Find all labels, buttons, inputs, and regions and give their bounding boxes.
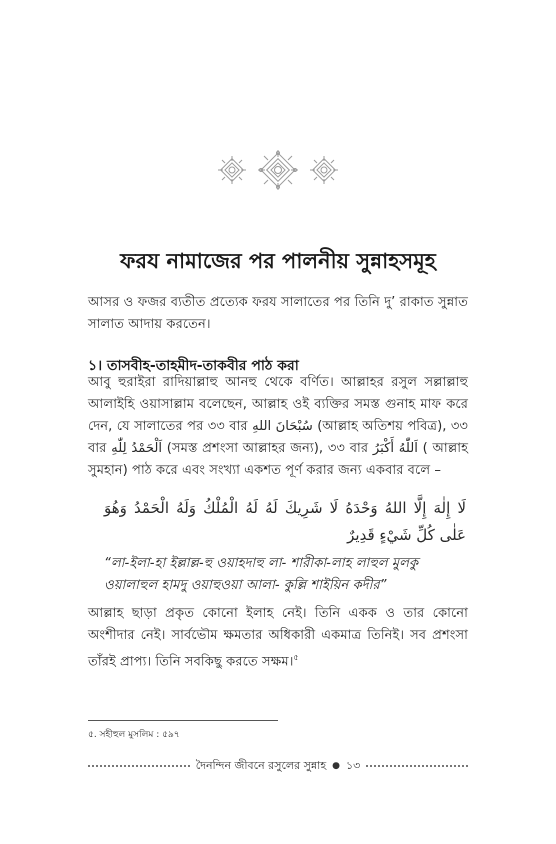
section-heading: ১। তাসবীহ-তাহমীদ-তাকবীর পাঠ করা bbox=[88, 358, 299, 374]
closing-text: আল্লাহ ছাড়া প্রকৃত কোনো ইলাহ নেই। তিনি একক ও তার কোনো অংশীদার নেই। সার্বভৌম ক্ষমতার অধিকারী একমাত্র তিনিই। সব প্রশংসা তাঁরই প্রাপ্য। তিনি সবকিছু করতে সক্ষম। bbox=[88, 606, 468, 670]
page-title: ফরয নামাজের পর পালনীয় সুন্নাহসমূহ bbox=[120, 249, 436, 273]
running-footer bbox=[88, 758, 468, 774]
arabic-dua: لَا إِلٰهَ إِلَّا اللهُ وَحْدَهُ لَا شَرِيكَ لَهُ لَهُ الْمُلْكُ وَلَهُ الْحَمْدُ وَهُوَ عَلٰى كُلِّ شَيْءٍ قَدِيرٌ bbox=[104, 499, 466, 544]
transliteration: “লা-ইলা-হা ইল্লাল্ল-হু ওয়াহদাহু লা- শারীকা-লাহ লাহুল মুলকু ওয়ালাহুল হামদু ওয়াহুওয়া আলা- কুল্লি শাইয়িন কদীর” bbox=[104, 556, 419, 593]
floral-ornament-icon bbox=[309, 155, 339, 185]
bullet-icon: ● bbox=[332, 761, 340, 771]
ornament-group bbox=[0, 145, 556, 195]
floral-ornament-icon bbox=[257, 149, 299, 191]
footnote-marker: ৫ bbox=[293, 653, 299, 662]
page-number: ১৩ bbox=[346, 758, 361, 772]
hadith-paragraph: আবু হুরাইরা রাদিয়াল্লাহু আনহু থেকে বর্ণিত। আল্লাহর রসুল সল্লাল্লাহু আলাইহি ওয়াসাল্লাম বলেছেন, আল্লাহ ওই ব্যক্তির সমস্ত গুনাহ মাফ করে দেন, যে সালাতের পর ৩৩ বার سُبْحَانَ اللهِ (আল্লাহ অতিশয় পবিত্র), ৩৩ বার اَلْحَمْدُ لِلّٰهِ (সমস্ত প্রশংসা আল্লাহর জন্য), ৩৩ বার اَللّٰهُ أَكْبَرُ ( আল্লাহ সুমহান) পাঠ করে এবং সংখ্যা একশত পূর্ণ করার জন্য একবার বলে – bbox=[88, 375, 468, 478]
dotted-rule-left bbox=[88, 765, 190, 767]
intro-paragraph: আসর ও ফজর ব্যতীত প্রত্যেক ফরয সালাতের পর তিনি দু’ রাকাত সুন্নাত সালাত আদায় করতেন। bbox=[88, 295, 468, 332]
running-footer-title: দৈনন্দিন জীবনে রসুলের সুন্নাহ bbox=[195, 758, 327, 772]
dotted-rule-right bbox=[366, 765, 468, 767]
floral-ornament-icon bbox=[217, 155, 247, 185]
closing-paragraph bbox=[88, 603, 468, 673]
footnote-divider bbox=[88, 720, 278, 721]
footnote: ৫. সহীহুল মুসলিম : ৫৯৭ bbox=[88, 730, 180, 740]
